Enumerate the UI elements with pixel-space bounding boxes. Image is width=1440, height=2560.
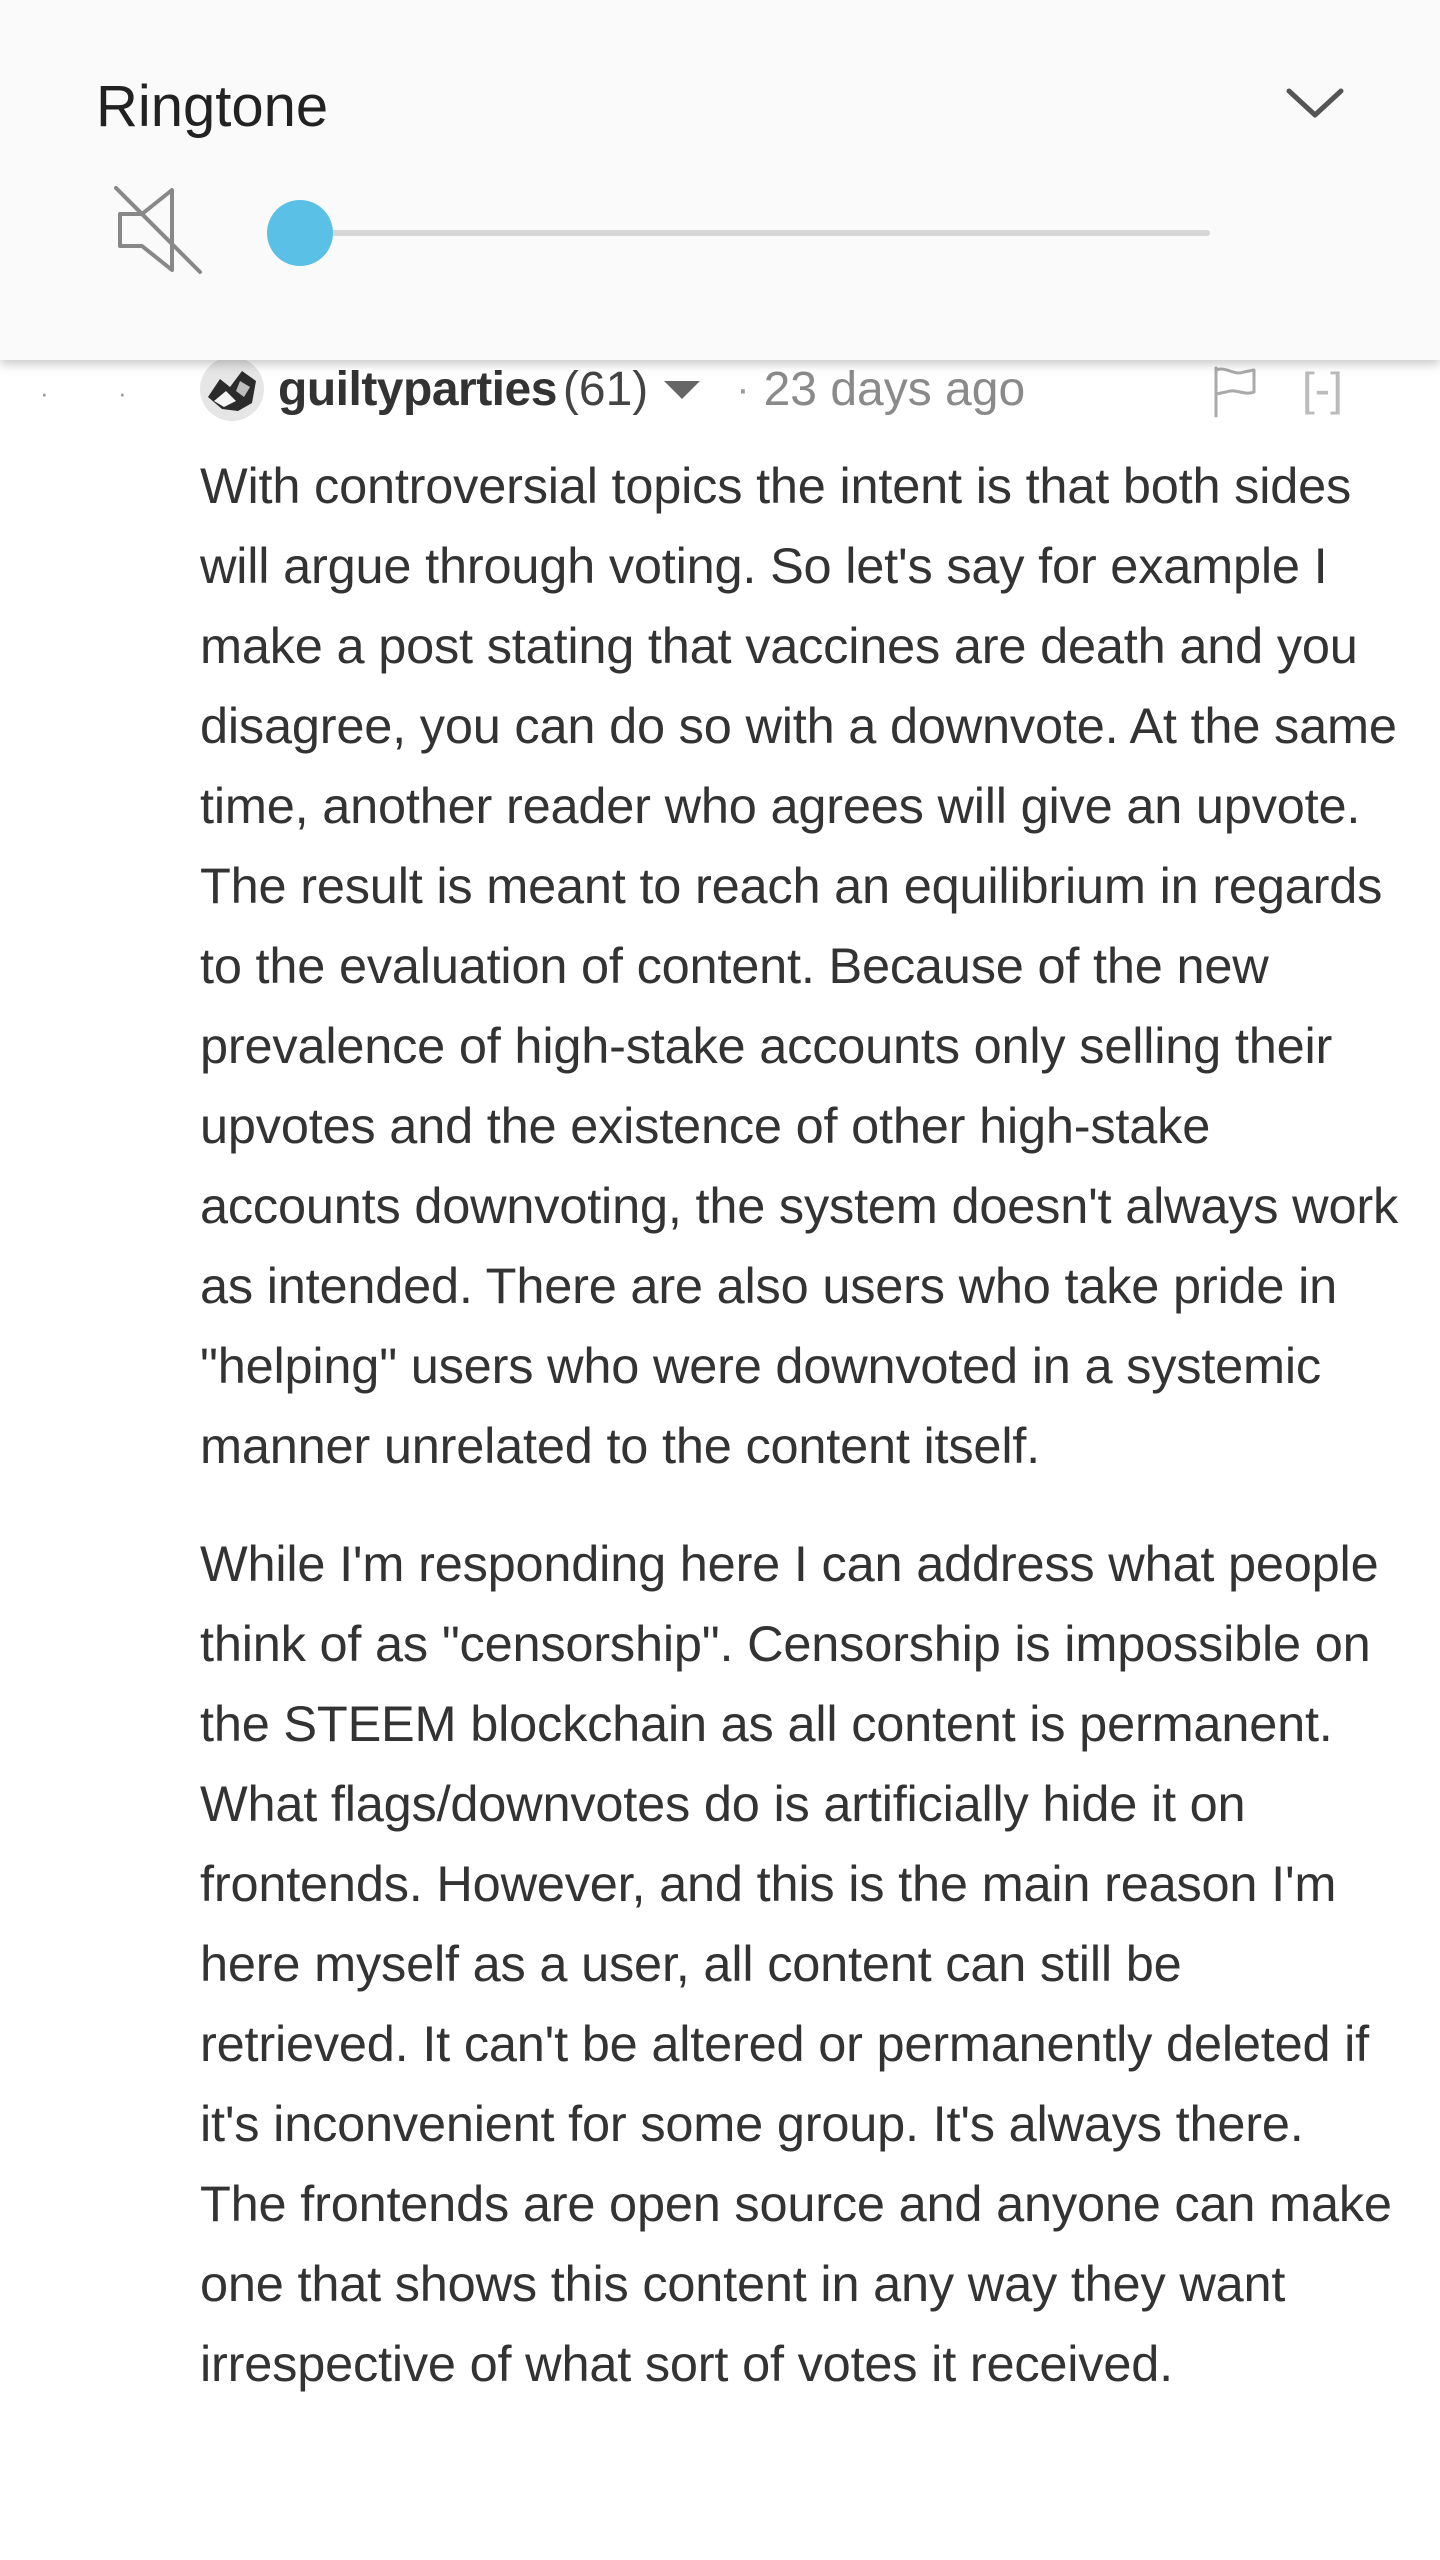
comment-paragraph: While I'm responding here I can address what people think of as "censorship". Censorship is impossible on the STEEM blockchain as all content is permanent. What flags/downvotes do is artificially hide it on frontends. However, and this is the main reason I'm here myself as a user, all content can still be retrieved. It can't be altered or permanently deleted if it's inconvenient for some group. It's always there. The frontends are open source and anyone can make one that shows this content in any way they want irrespective of what sort of votes it received.	[200, 1535, 1392, 2392]
collapse-comment-button[interactable]: [-]	[1302, 363, 1343, 415]
chevron-down-icon	[1285, 85, 1345, 121]
collapse-volume-button[interactable]	[1270, 68, 1360, 138]
author-reputation: (61)	[562, 362, 649, 416]
caret-down-icon	[662, 377, 702, 401]
volume-panel	[0, 0, 1440, 360]
comment-body	[200, 446, 1400, 2404]
comment-timestamp[interactable]: 23 days ago	[763, 362, 1026, 416]
comment-author[interactable]: guiltyparties	[278, 362, 557, 416]
slider-track	[300, 230, 1210, 236]
volume-slider[interactable]	[270, 190, 1210, 274]
author-menu-button[interactable]	[662, 369, 702, 409]
speaker-muted-icon	[108, 180, 208, 280]
comment-paragraph: With controversial topics the intent is that both sides will argue through voting. So let's say for example I make a post stating that vaccines are death and you disagree, you can do so with a downvote. At the same time, another reader who agrees will give an upvote. The result is meant to reach an equilibrium in regards to the evaluation of content. Because of the new prevalence of high-stake accounts only selling their upvotes and the existence of other high-stake accounts downvoting, the system doesn't always work as intended. There are also users who take pride in "helping" users who were downvoted in a systemic manner unrelated to the content itself.	[200, 457, 1399, 1474]
thread-indent-dot: ·	[40, 378, 49, 408]
flag-icon	[1210, 364, 1260, 418]
volume-stream-title: Ringtone	[96, 74, 329, 139]
thread-indent-dot: ·	[118, 378, 127, 408]
meta-separator: ·	[736, 366, 750, 411]
slider-thumb[interactable]	[267, 200, 333, 266]
avatar[interactable]	[200, 357, 264, 421]
flag-button[interactable]	[1210, 364, 1260, 418]
comment-header	[200, 358, 1025, 420]
mute-toggle-button[interactable]	[108, 180, 208, 280]
